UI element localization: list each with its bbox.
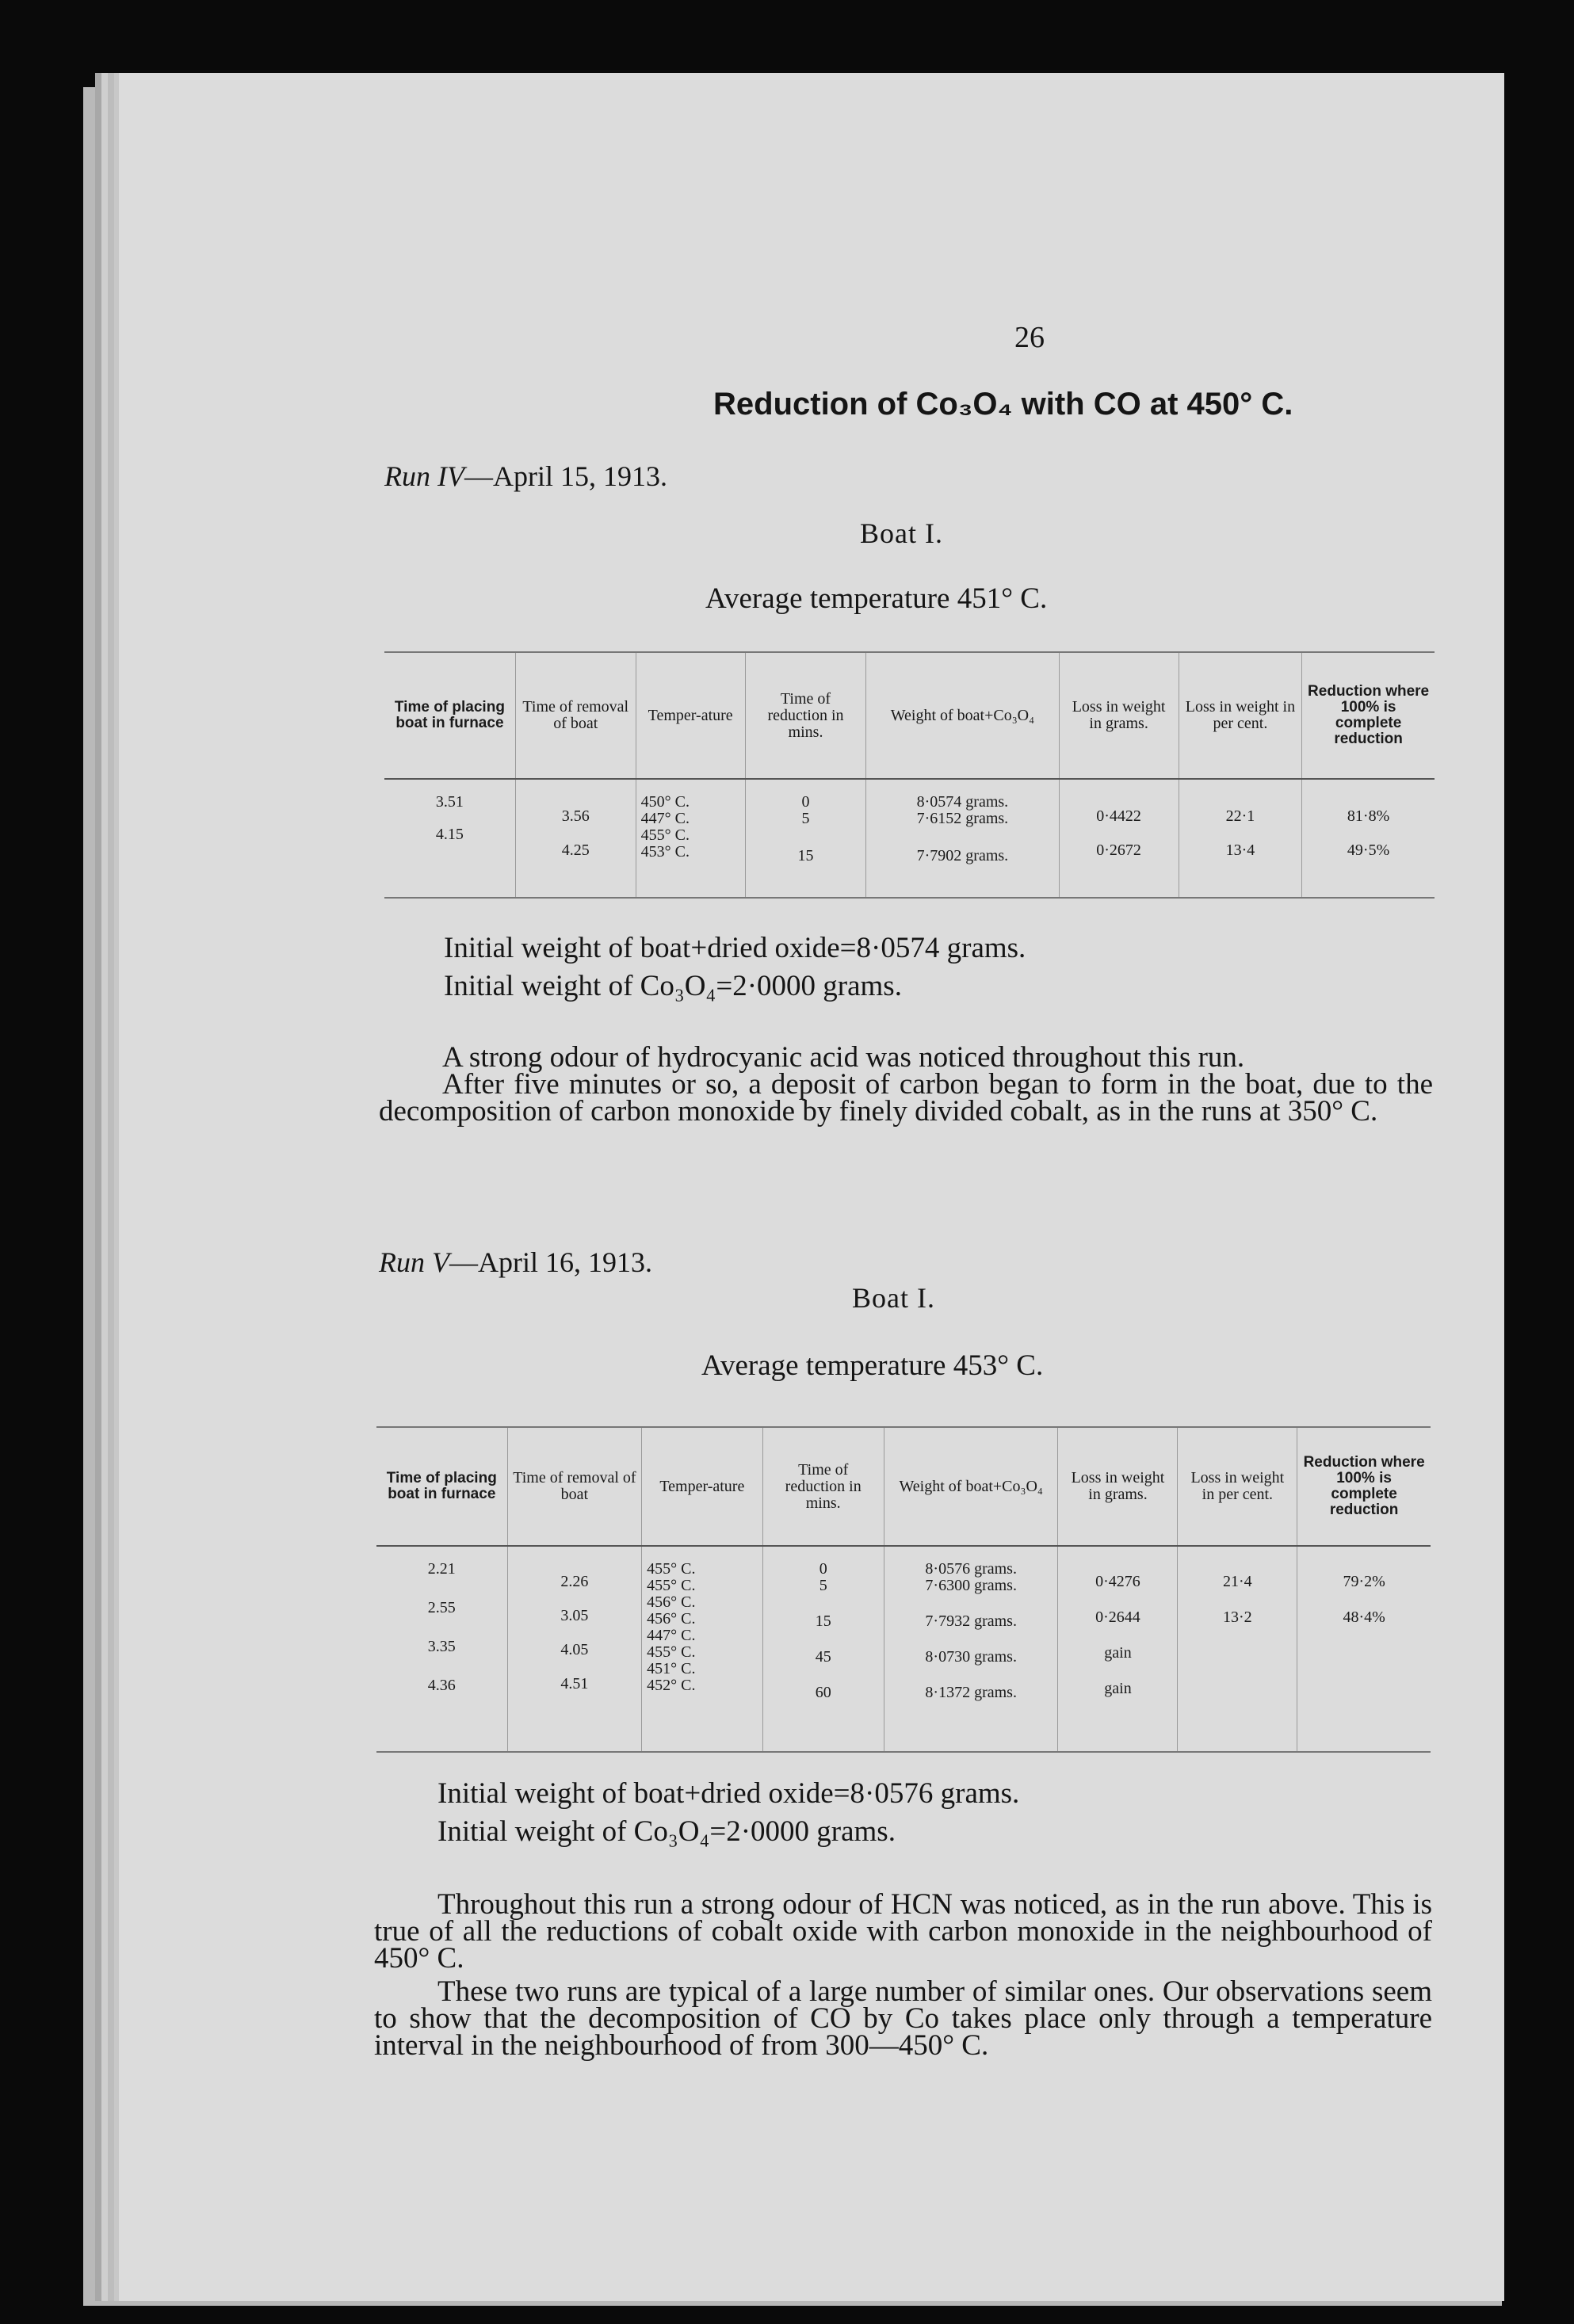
cell-placing: 3.51 4.15 [384,779,515,898]
table-row [376,1546,1431,1752]
paragraph-text: A strong odour of hydrocyanic acid was noticed throughout this run. [442,1041,1245,1074]
page-title: Reduction of Co₃O₄ with CO at 450° C. [713,387,1293,422]
header-weight: Weight of boat+Co₃O₄ [866,652,1059,779]
header-time-placing: Time of placing boat in furnace [384,652,515,779]
initial-weight-boat: Initial weight of boat+dried oxide=8·0574 grams. [444,932,1026,964]
cell-temperature: 450° C. 447° C. 455° C. 453° C. [636,779,745,898]
run-label: Run V [379,1246,449,1278]
cell-loss-grams: 0·4422 0·2672 [1059,779,1179,898]
header-temperature: Temper-ature [636,652,745,779]
cell-time-reduction: 0 5 15 [745,779,866,898]
boat-label: Boat I. [852,1282,935,1314]
initial-weight-oxide: Initial weight of Co₃O₄=2·0000 grams. [437,1815,896,1848]
average-temperature: Average temperature 453° C. [701,1349,1044,1382]
initial-weight-boat: Initial weight of boat+dried oxide=8·0576 grams. [437,1777,1020,1810]
cell-loss-grams: 0·4276 0·2644 gain gain [1058,1546,1178,1752]
header-reduction: Reduction where 100% is complete reduction [1302,652,1435,779]
header-temperature: Temper-ature [642,1427,762,1546]
run-iv-table [384,651,1435,899]
cell-reduction: 79·2% 48·4% [1297,1546,1431,1752]
header-time-reduction: Time of reduction in mins. [745,652,866,779]
run-v-heading [379,1246,652,1279]
header-time-placing: Time of placing boat in furnace [376,1427,507,1546]
page [119,73,1504,2301]
header-weight: Weight of boat+Co₃O₄ [884,1427,1058,1546]
cell-placing: 2.21 2.55 3.35 4.36 [376,1546,507,1752]
cell-removal: 2.26 3.05 4.05 4.51 [507,1546,642,1752]
paragraph-text: After five minutes or so, a deposit of carbon began to form in the boat, due to the decomposition of carbon monoxide by finely divided cobalt, as in the runs at 350° C. [379,1068,1433,1128]
run-label: Run IV [384,460,464,492]
header-time-removal: Time of removal of boat [515,652,636,779]
run-v-table [376,1426,1431,1753]
cell-time-reduction: 0 5 15 45 60 [762,1546,884,1752]
cell-temperature: 455° C. 455° C. 456° C. 456° C. 447° C. 455° C. 451° C. 452° C. [642,1546,762,1752]
cell-loss-percent: 22·1 13·4 [1179,779,1302,898]
run-date: —April 15, 1913. [464,460,667,492]
cell-removal: 3.56 4.25 [515,779,636,898]
header-time-reduction: Time of reduction in mins. [762,1427,884,1546]
page-number: 26 [1014,321,1045,354]
paragraph [374,1888,1432,2062]
cell-weight: 8·0574 grams. 7·6152 grams. 7·7902 grams. [866,779,1059,898]
cell-weight: 8·0576 grams. 7·6300 grams. 7·7932 grams. 8·0730 grams. 8·1372 grams. [884,1546,1058,1752]
paragraph [379,1041,1433,1128]
cell-reduction: 81·8% 49·5% [1302,779,1435,898]
initial-weight-oxide: Initial weight of Co₃O₄=2·0000 grams. [444,970,902,1002]
header-loss-grams: Loss in weight in grams. [1058,1427,1178,1546]
header-time-removal: Time of removal of boat [507,1427,642,1546]
header-reduction: Reduction where 100% is complete reduction [1297,1427,1431,1546]
paragraph-text: Throughout this run a strong odour of HCN was noticed, as in the run above. This is true of all the reductions of cobalt oxide with carbon monoxide in the neighbourhood of 450° C. [374,1888,1432,1975]
run-date: —April 16, 1913. [449,1246,652,1278]
average-temperature: Average temperature 451° C. [705,582,1048,615]
header-loss-percent: Loss in weight in per cent. [1178,1427,1297,1546]
header-loss-grams: Loss in weight in grams. [1059,652,1179,779]
header-loss-percent: Loss in weight in per cent. [1179,652,1302,779]
table-row [384,779,1435,898]
boat-label: Boat I. [860,517,943,549]
paragraph-text: These two runs are typical of a large number of similar ones. Our observations seem to show that the decomposition of CO by Co takes place only through a temperature interval in the neighbourhood of from 300—450° C. [374,1975,1432,2062]
run-iv-heading [384,460,667,493]
cell-loss-percent: 21·4 13·2 [1178,1546,1297,1752]
